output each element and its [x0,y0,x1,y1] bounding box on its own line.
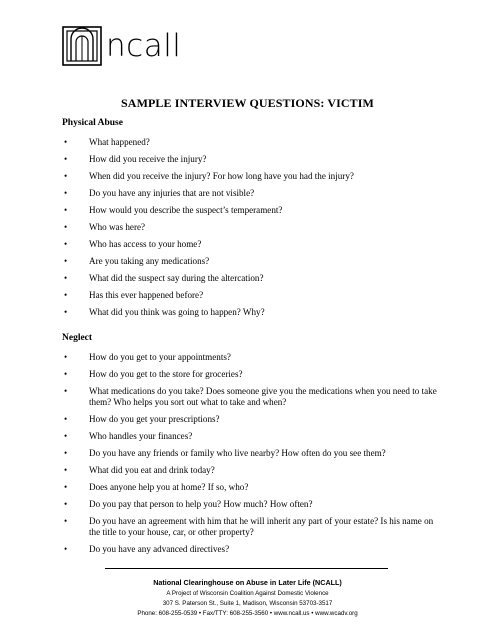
list-item [64,256,444,267]
bullet-icon: • [64,188,68,198]
bullet-icon: • [64,307,68,317]
bullet-icon: • [64,499,68,509]
question-text: Do you have an agreement with him that he will inherit any part of your estate? Is his name on the title to your house, car, or other property? [89,516,434,537]
section-heading-neglect: Neglect [62,333,93,343]
list-item [64,414,444,425]
bullet-icon: • [64,222,68,232]
bullet-icon: • [64,239,68,249]
question-text: Do you pay that person to help you? How much? How often? [89,499,313,509]
physical-abuse-question-list [64,137,444,318]
question-text: Who has access to your home? [89,239,202,249]
bullet-icon: • [64,465,68,475]
question-text: How did you receive the injury? [89,154,207,164]
bullet-icon: • [64,431,68,441]
question-text: When did you receive the injury? For how long have you had the injury? [89,171,354,181]
bullet-icon: • [64,256,68,266]
list-item [64,431,444,442]
question-text: How do you get your prescriptions? [89,414,220,424]
question-text: Who was here? [89,222,146,232]
bullet-icon: • [64,544,68,554]
page-title: SAMPLE INTERVIEW QUESTIONS: VICTIM [121,96,374,110]
question-text: What medications do you take? Does someone give you the medications when you need to take them? Who helps you sort out what to take and when? [89,386,437,407]
list-item [64,154,444,165]
question-text: What did you eat and drink today? [89,465,215,475]
bullet-icon: • [64,369,68,379]
logo-wordmark: ncall [106,27,182,64]
list-item [64,239,444,250]
list-item [64,482,444,493]
list-item [64,544,444,555]
list-item [64,499,444,510]
bullet-icon: • [64,171,68,181]
list-item [64,188,444,199]
question-text: What did the suspect say during the altercation? [89,273,264,283]
footer-org-name: National Clearinghouse on Abuse in Later Life (NCALL) [153,578,342,587]
list-item [64,448,444,459]
bullet-icon: • [64,414,68,424]
bullet-icon: • [64,154,68,164]
section-heading-physical-abuse: Physical Abuse [62,118,123,128]
list-item [64,516,444,538]
ncall-logo [62,24,181,68]
question-text: Does anyone help you at home? If so, who? [89,482,249,492]
bullet-icon: • [64,205,68,215]
question-text: Has this ever happened before? [89,290,204,300]
list-item [64,171,444,182]
list-item [64,369,444,380]
bullet-icon: • [64,516,68,526]
bullet-icon: • [64,137,68,147]
bullet-icon: • [64,482,68,492]
bullet-icon: • [64,386,68,396]
footer-divider [105,568,388,569]
list-item [64,222,444,233]
list-item [64,137,444,148]
question-text: Do you have any advanced directives? [89,544,230,554]
question-text: How do you get to the store for groceries? [89,369,243,379]
question-text: What did you think was going to happen? Why? [89,307,265,317]
bullet-icon: • [64,273,68,283]
list-item [64,205,444,216]
list-item [64,465,444,476]
list-item [64,273,444,284]
list-item [64,386,444,408]
ncall-logo-mark-icon [62,26,102,66]
question-text: Do you have any friends or family who live nearby? How often do you see them? [89,448,386,458]
question-text: How would you describe the suspect’s temperament? [89,205,283,215]
footer-address: 307 S. Paterson St., Suite 1, Madison, Wisconsin 53703-3517 [162,600,333,607]
question-text: Who handles your finances? [89,431,193,441]
bullet-icon: • [64,352,68,362]
list-item [64,290,444,301]
question-text: Do you have any injuries that are not visible? [89,188,255,198]
bullet-icon: • [64,290,68,300]
footer-project-line: A Project of Wisconsin Coalition Against Domestic Violence [166,590,329,597]
question-text: What happened? [89,137,150,147]
bullet-icon: • [64,448,68,458]
list-item [64,352,444,363]
question-text: How do you get to your appointments? [89,352,231,362]
footer-contact: Phone: 608-255-0539 • Fax/TTY: 608-255-3560 • www.ncall.us • www.wcadv.org [137,610,358,617]
question-text: Are you taking any medications? [89,256,210,266]
list-item [64,307,444,318]
neglect-question-list [64,352,444,555]
